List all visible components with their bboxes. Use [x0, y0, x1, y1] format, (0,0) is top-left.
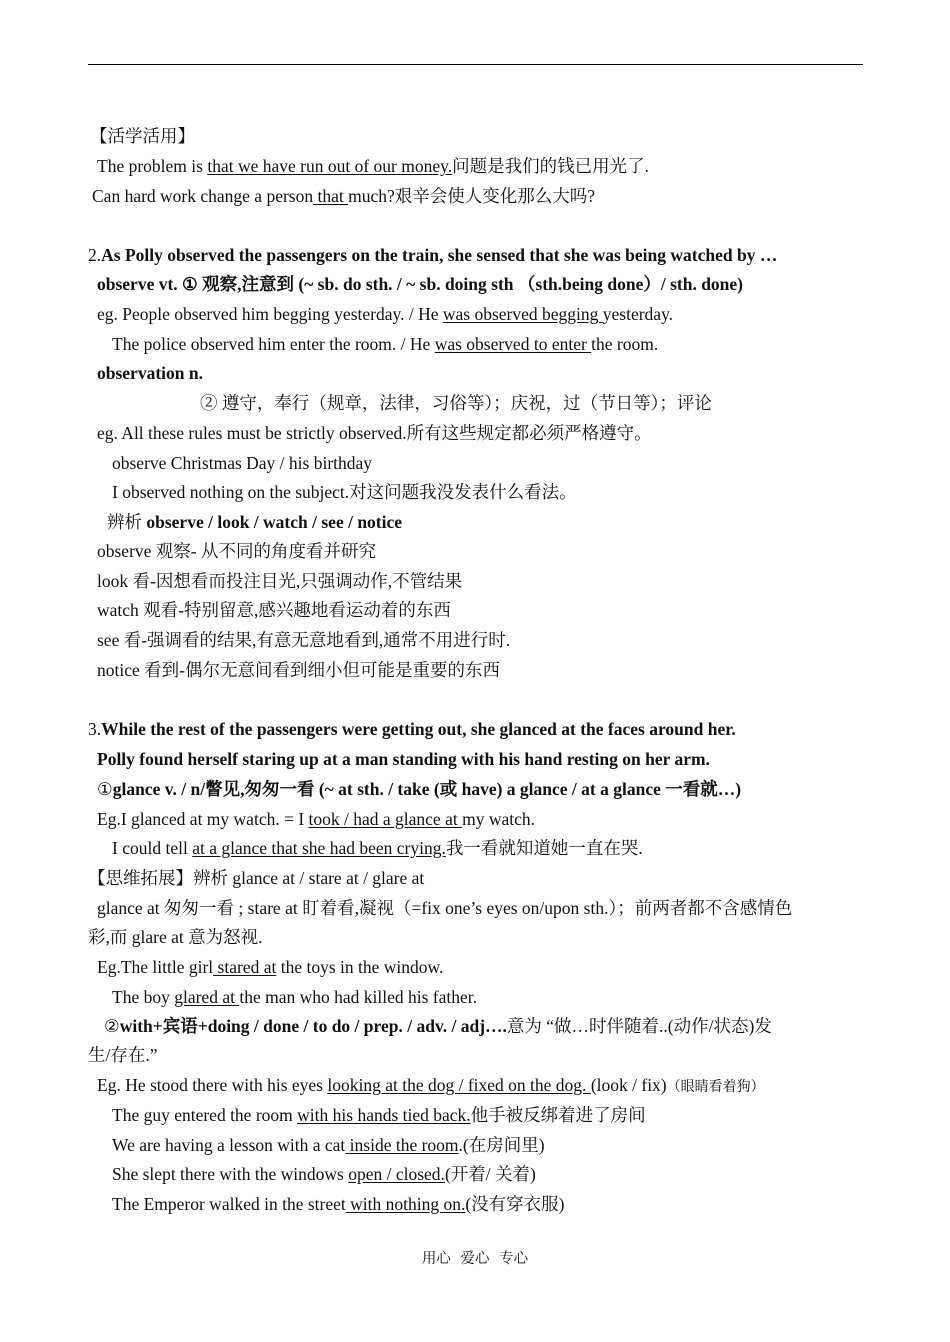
text-segment: eg. People observed him begging yesterday. / He — [97, 304, 443, 324]
underlined-phrase: with his hands tied back. — [297, 1105, 471, 1125]
text-segment: 【活学活用】 — [90, 126, 195, 146]
text-segment: Eg.The little girl — [97, 957, 214, 977]
text-segment: the man who had killed his father. — [239, 987, 477, 1007]
example-line — [97, 422, 652, 444]
text-segment: I observed nothing on the subject.对这问题我没发表什么看法。 — [112, 482, 577, 502]
bold-text: observation n. — [97, 363, 203, 383]
text-segment: The boy — [112, 987, 175, 1007]
text-segment: observe Christmas Day / his birthday — [112, 453, 373, 473]
example-line — [112, 1134, 545, 1156]
word-note — [97, 599, 451, 621]
text-segment: watch 观看-特别留意,感兴趣地看运动着的东西 — [97, 600, 451, 620]
heading-practice — [90, 125, 195, 147]
with-structure-definition — [104, 1015, 772, 1037]
example-line — [112, 452, 372, 474]
text-segment: 2. — [88, 245, 102, 265]
bold-text: with+宾语+doing / done / to do / prep. / adv. / adj…. — [119, 1016, 507, 1036]
example-line — [97, 808, 535, 830]
text-segment: notice 看到-偶尔无意间看到细小但可能是重要的东西 — [97, 660, 500, 680]
example-line — [92, 185, 595, 207]
observe-meaning-2 — [200, 392, 712, 414]
text-segment: glance at 匆匆一看 ; stare at 盯着看,凝视（=fix one’s eyes on/upon sth.）；前两者都不含感情色 — [97, 898, 793, 918]
text-segment: Eg.I glanced at my watch. = I — [97, 809, 309, 829]
text-segment: The guy entered the room — [112, 1105, 298, 1125]
thinking-extension-heading — [88, 867, 424, 889]
section-3-heading-cont — [97, 748, 710, 770]
text-segment: the room. — [591, 334, 659, 354]
bold-text: Polly found herself staring up at a man standing with his hand resting on her arm. — [97, 749, 710, 769]
example-line — [112, 837, 643, 859]
section-3-heading — [88, 718, 736, 740]
underlined-phrase: took / had a glance at — [308, 809, 463, 829]
underlined-phrase: was observed begging — [442, 304, 603, 324]
text-segment: 彩,而 glare at 意为怒视. — [88, 927, 263, 947]
text-segment: The Emperor walked in the street — [112, 1194, 346, 1214]
text-segment: ② 遵守，奉行（规章，法律，习俗等）；庆祝，过（节日等）；评论 — [200, 393, 712, 413]
text-segment: (look / fix) — [590, 1075, 667, 1095]
underlined-phrase: inside the room — [345, 1135, 459, 1155]
bold-text: While the rest of the passengers were getting out, she glanced at the faces around her. — [101, 719, 736, 739]
word-note — [97, 540, 376, 562]
text-segment: 生/存在.” — [88, 1045, 158, 1065]
text-segment: 他手被反绑着进了房间 — [470, 1105, 646, 1125]
glance-definition — [97, 778, 741, 800]
text-segment: see 看-强调看的结果,有意无意地看到,通常不用进行时. — [97, 630, 511, 650]
example-line — [97, 1074, 765, 1099]
text-segment: I could tell — [112, 838, 193, 858]
text-segment: Can hard work change a person — [92, 186, 314, 206]
underlined-phrase: looking at the dog / fixed on the dog. — [327, 1075, 591, 1095]
section-2-heading — [88, 244, 777, 266]
bold-text: glance v. / n/瞥见,匆匆一看 (~ at sth. / take (或 have) a glance / at a glance 一看就…) — [112, 779, 742, 799]
example-line — [97, 155, 649, 177]
word-note-cont — [88, 926, 262, 948]
text-segment: ① — [97, 779, 113, 799]
word-note — [97, 659, 500, 681]
text-segment: look 看-因想看而投注目光,只强调动作,不管结果 — [97, 571, 463, 591]
text-segment: .(在房间里) — [458, 1135, 545, 1155]
page-footer: 用心 爱心 专心 — [421, 1251, 529, 1267]
word-note — [97, 629, 510, 651]
header-rule — [88, 64, 863, 65]
bold-text: As Polly observed the passengers on the train, she sensed that she was being watched by … — [101, 245, 778, 265]
underlined-phrase: was observed to enter — [434, 334, 592, 354]
underlined-phrase: at a glance that she had been crying. — [192, 838, 446, 858]
text-segment: She slept there with the windows — [112, 1164, 349, 1184]
text-segment: my watch. — [462, 809, 535, 829]
bold-text: observe / look / watch / see / notice — [146, 512, 403, 532]
observation-noun — [97, 362, 203, 384]
text-segment: 【思维拓展】辨析 glance at / stare at / glare at — [88, 868, 425, 888]
observe-definition — [97, 273, 743, 295]
example-line — [97, 956, 443, 978]
example-line — [97, 303, 673, 325]
example-line — [112, 1193, 564, 1215]
underlined-phrase: that we have run out of our money. — [207, 156, 453, 176]
text-segment: 3. — [88, 719, 102, 739]
text-segment: eg. All these rules must be strictly observed.所有这些规定都必须严格遵守。 — [97, 423, 652, 443]
example-line — [112, 986, 477, 1008]
example-line — [112, 1163, 536, 1185]
text-segment: 问题是我们的钱已用光了. — [452, 156, 649, 176]
underlined-phrase: that — [313, 186, 349, 206]
text-segment: The problem is — [97, 156, 208, 176]
example-line — [112, 1104, 646, 1126]
text-segment: ② — [104, 1016, 120, 1036]
text-segment: The police observed him enter the room. / He — [112, 334, 435, 354]
underlined-phrase: stared at — [213, 957, 277, 977]
text-segment: 辨析 — [107, 512, 147, 532]
text-segment: yesterday. — [602, 304, 674, 324]
text-segment: 意为 “做…时伴随着..(动作/状态)发 — [506, 1016, 772, 1036]
underlined-phrase: open / closed. — [348, 1164, 445, 1184]
example-line — [112, 333, 658, 355]
bold-text: observe vt. ① 观察,注意到 (~ sb. do sth. / ~ sb. doing sth （sth.being done）/ sth. done) — [97, 274, 744, 294]
discrimination-heading — [107, 511, 402, 533]
word-note — [97, 570, 462, 592]
example-line — [112, 481, 577, 503]
with-structure-cont — [88, 1044, 158, 1066]
underlined-phrase: with nothing on. — [345, 1194, 466, 1214]
word-note — [97, 897, 792, 919]
text-segment: （眼睛看着狗） — [666, 1080, 765, 1095]
text-segment: observe 观察- 从不同的角度看并研究 — [97, 541, 376, 561]
text-segment: (开着/ 关着) — [444, 1164, 536, 1184]
underlined-phrase: glared at — [174, 987, 240, 1007]
text-segment: We are having a lesson with a cat — [112, 1135, 346, 1155]
text-segment: 我一看就知道她一直在哭. — [445, 838, 643, 858]
text-segment: much?艰辛会使人变化那么大吗? — [348, 186, 596, 206]
text-segment: the toys in the window. — [276, 957, 444, 977]
text-segment: (没有穿衣服) — [465, 1194, 565, 1214]
text-segment: Eg. He stood there with his eyes — [97, 1075, 328, 1095]
